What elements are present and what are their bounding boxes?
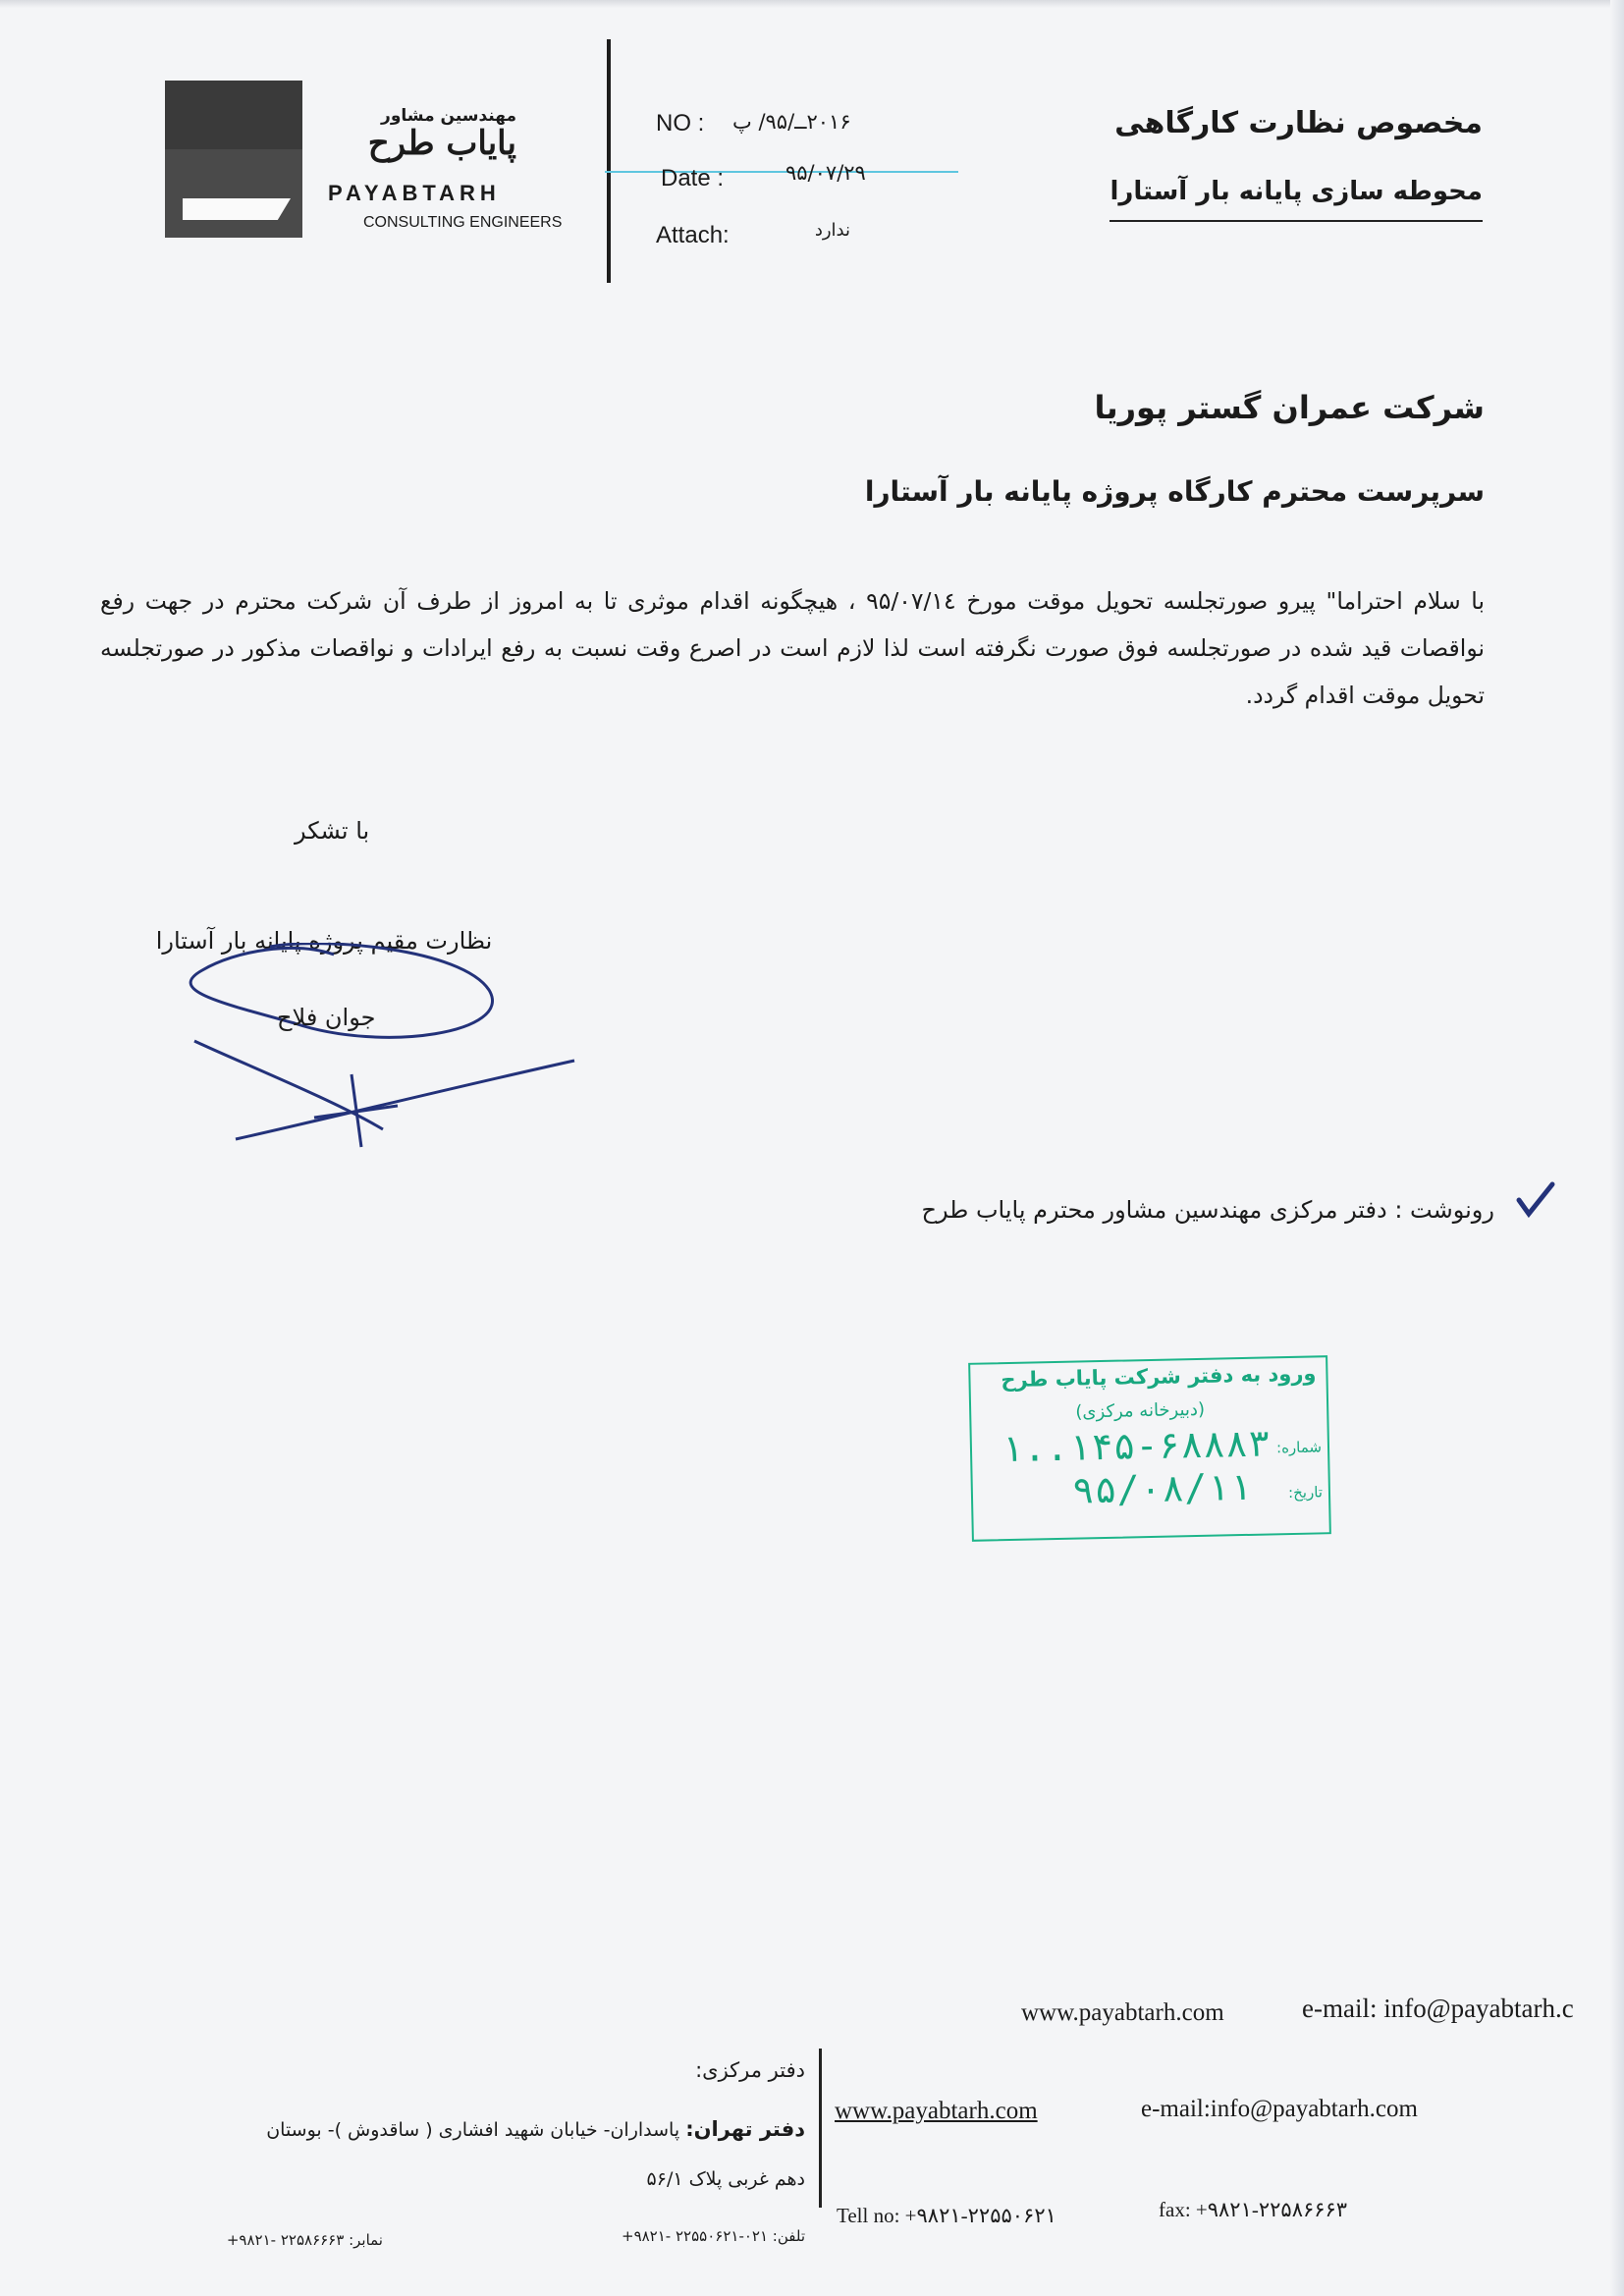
signer-name: جوان فلاح (277, 1004, 376, 1031)
ref-attach-value: ندارد (814, 220, 850, 241)
ref-date-label: Date : (661, 165, 725, 191)
footer-email-link[interactable]: e-mail:info@payabtarh.com (1141, 2096, 1418, 2122)
stamp-title: ورود به دفتر شرکت پایاب طرح (1001, 1361, 1317, 1393)
scan-edge-right (1610, 0, 1624, 2296)
header-title: مخصوص نظارت کارگاهی (1114, 106, 1483, 140)
stamp-date-label: تاریخ: (1287, 1483, 1324, 1503)
stamp-number-value: ۱..۱۴۵-۶۸۸۸۳ (1000, 1421, 1272, 1471)
logo-title-fa: پایاب طرح (367, 124, 516, 163)
office-address (167, 2117, 805, 2141)
stamp-number-label: شماره: (1275, 1438, 1323, 1457)
recipient-company: شرکت عمران گستر پوریا (1094, 389, 1485, 426)
office-title: دفتر مرکزی: (695, 2058, 805, 2082)
logo-subtitle-en: CONSULTING ENGINEERS (363, 214, 563, 231)
header-underline (1110, 220, 1483, 222)
letter-body: با سلام احتراما" پیرو صورتجلسه تحویل موقت مورخ ۹۵/۰۷/۱٤ ، هیچگونه اقدام موثری تا به امروز از طرف آن شرکت محترم در جهت رفع نواقصات قید شده در صورتجلسه فوق صورت نگرفته است لذا لازم است در اصرع وقت نسبت به رفع ایرادات و نواقصات مذکور در صورتجلسه تحویل موقت اقدام گردد. (100, 587, 1485, 709)
logo-subtitle-fa: مهندسین مشاور (381, 106, 516, 126)
ref-no-label: NO : (656, 110, 705, 137)
office-phone: تلفن: ۰۲۱-۲۲۵۵۰۶۲۱ -۹۸۲۱+ (621, 2227, 805, 2245)
signature-icon (177, 943, 589, 1178)
footer-website-top: www.payabtarh.com (1021, 1999, 1224, 2026)
closing-thanks: با تشکر (295, 817, 370, 845)
footer-website-link[interactable]: www.payabtarh.com (835, 2098, 1038, 2124)
office-plak: دهم غربی پلاک ۵۶/۱ (646, 2168, 805, 2190)
ref-no-value: ۲۰۱۶ــ/۹۵/ پ (732, 110, 851, 134)
footer-divider (819, 2049, 822, 2208)
office-tehran-label: دفتر تهران: (685, 2117, 805, 2141)
ref-date-value: ۹۵/۰۷/۲۹ (785, 161, 866, 185)
office-tehran-address: پاسداران- خیابان شهید افشاری ( ساقدوش )- بوستان (266, 2119, 686, 2141)
logo-title-en: PAYABTARH (328, 181, 501, 205)
ref-attach-label: Attach: (656, 222, 730, 248)
footer-phone: Tell no: +۹۸۲۱-۲۲۵۵۰۶۲۱ (837, 2204, 1056, 2227)
header-project: محوطه سازی پایانه بار آستارا (1110, 177, 1483, 206)
recipient-title: سرپرست محترم کارگاه پروژه پایانه بار آستارا (864, 475, 1485, 508)
office-fax: نمابر: ۲۲۵۸۶۶۶۳ -۹۸۲۱+ (226, 2231, 383, 2249)
stamp-date-value: ۹۵/۰۸/۱۱ (1071, 1464, 1253, 1512)
header-divider (607, 39, 611, 283)
footer-email-top: e-mail: info@payabtarh.c (1302, 1994, 1574, 2023)
footer-fax: fax: +۹۸۲۱-۲۲۵۸۶۶۶۳ (1159, 2198, 1348, 2221)
receipt-stamp (968, 1355, 1331, 1542)
closing-supervision: نظارت مقیم پروژه پایانه بار آستارا (155, 927, 493, 955)
checkmark-icon (1516, 1180, 1555, 1220)
company-logo-icon (165, 81, 302, 238)
carbon-copy-line: رونوشت : دفتر مرکزی مهندسین مشاور محترم پایاب طرح (921, 1196, 1494, 1224)
scan-edge-top (0, 0, 1624, 8)
stamp-subtitle: (دبیرخانه مرکزی) (1075, 1398, 1206, 1423)
